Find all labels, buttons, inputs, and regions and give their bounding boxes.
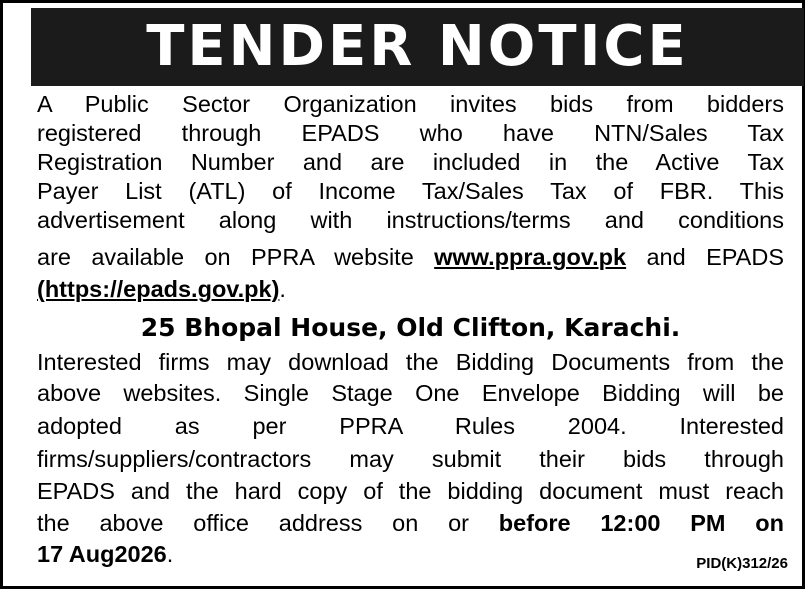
paragraph1-line6-post: and EPADS xyxy=(626,244,784,270)
paragraph1-line6 xyxy=(37,244,784,271)
paragraph2-line4: firms/suppliers/contractors may submit their bids through xyxy=(37,446,784,472)
paragraph1-line7-post: . xyxy=(279,276,286,302)
paragraph1-line5: advertisement along with instructions/terms and conditions xyxy=(37,207,784,233)
office-address: 25 Bhopal House, Old Clifton, Karachi. xyxy=(140,313,681,342)
paragraph2-line2: above websites. Single Stage One Envelope Bidding will be xyxy=(37,380,784,406)
paragraph1-line2: registered through EPADS who have NTN/Sales Tax xyxy=(37,120,784,146)
submission-date: 17 Aug2026 xyxy=(37,541,167,567)
epads-website-link[interactable]: (https://epads.gov.pk) xyxy=(37,276,280,302)
submission-deadline: before 12:00 PM on xyxy=(498,510,784,536)
paragraph1-line1: A Public Sector Organization invites bids from bidders xyxy=(37,91,784,117)
paragraph2-line6 xyxy=(37,510,784,537)
paragraph2-line5: EPADS and the hard copy of the bidding document must reach xyxy=(37,478,784,504)
paragraph1-line7 xyxy=(37,276,784,303)
paragraph1-line6-pre: are available on PPRA website xyxy=(37,244,435,270)
paragraph2-line1: Interested firms may download the Bidding Documents from the xyxy=(37,349,784,375)
paragraph2-line7-post: . xyxy=(166,541,174,567)
notice-title: TENDER NOTICE xyxy=(146,14,689,79)
paragraph1-line4: Payer List (ATL) of Income Tax/Sales Tax of FBR. This xyxy=(37,178,784,204)
pid-reference: PID(K)312/26 xyxy=(696,555,788,572)
paragraph2-line6-pre: the above office address on or xyxy=(37,510,499,536)
title-banner xyxy=(31,8,804,86)
ppra-website-link[interactable]: www.ppra.gov.pk xyxy=(434,244,627,270)
paragraph2-line7 xyxy=(37,541,784,568)
paragraph1-line3: Registration Number and are included in the Active Tax xyxy=(37,149,784,175)
paragraph2-line3: adopted as per PPRA Rules 2004. Interested xyxy=(37,413,784,439)
